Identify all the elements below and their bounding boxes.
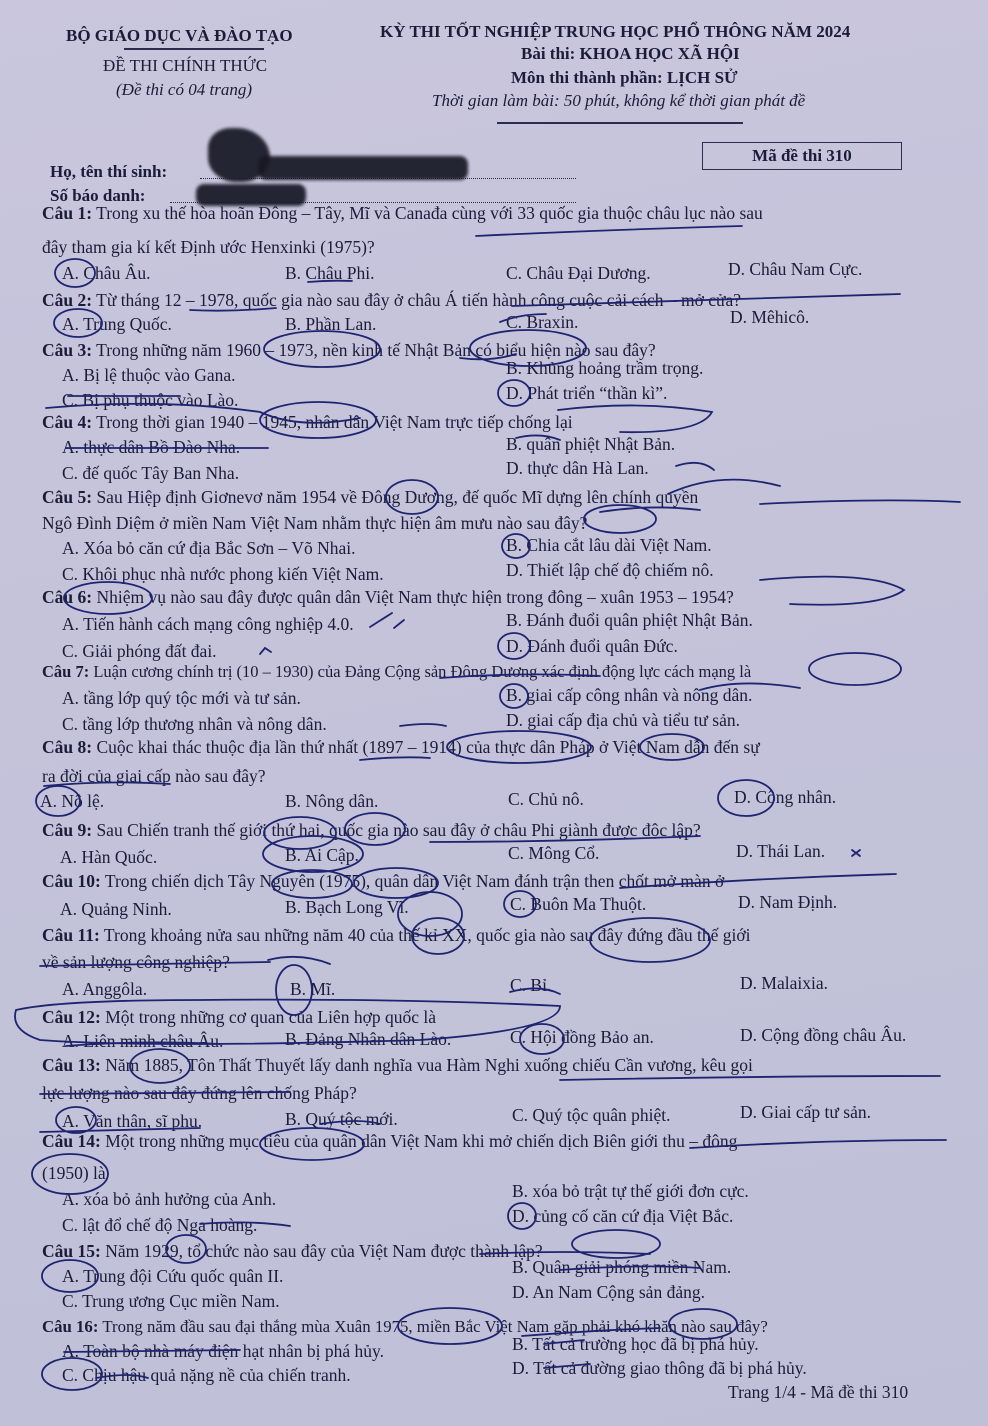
- pen-circle: [600, 507, 700, 512]
- ministry-underline: [124, 48, 264, 50]
- option-d: D. Nam Định.: [738, 892, 838, 912]
- option-b: B. Châu Phi.: [285, 263, 375, 283]
- option-a: A. thực dân Bồ Đào Nha.: [62, 437, 241, 457]
- question-text: Trong chiến dịch Tây Nguyên (1975), quân dân Việt Nam đánh trận then chốt mở màn ở: [104, 871, 725, 891]
- pen-mark: [676, 463, 714, 470]
- question-number: Câu 6:: [42, 587, 93, 607]
- question-text: Cuộc khai thác thuộc địa lần thứ nhất (1897 – 1914) của thực dân Pháp ở Việt Nam dẫn đến sự: [96, 737, 760, 757]
- question-11: [42, 924, 750, 946]
- question-text: Năm 1929, tổ chức nào sau đây của Việt Nam được thành lập?: [105, 1241, 543, 1261]
- pen-circle: [572, 1230, 660, 1258]
- option-b: B. Quân giải phóng miền Nam.: [512, 1257, 732, 1277]
- option-a: A. Tiến hành cách mạng công nghiệp 4.0.: [62, 614, 354, 634]
- option-d: D. Malaixia.: [740, 973, 828, 993]
- option-a: A. Trung Quốc.: [62, 314, 172, 334]
- option-a: A. Nô lệ.: [40, 791, 105, 811]
- option-d: D. Tất cả đường giao thông đã bị phá hủy.: [512, 1358, 807, 1378]
- question-text: Sau Chiến tranh thế giới thứ hai, quốc gia nào sau đây ở châu Phi giành được độc lập?: [96, 820, 701, 840]
- option-c: C. Chịu hậu quả nặng nề của chiến tranh.: [62, 1365, 351, 1385]
- option-a: A. tầng lớp quý tộc mới và tư sản.: [62, 688, 301, 708]
- option-d: D. Châu Nam Cực.: [728, 259, 863, 279]
- question-text: Từ tháng 12 – 1978, quốc gia nào sau đây ở châu Á tiến hành công cuộc cải cách – mở cửa?: [96, 290, 742, 310]
- question-number: Câu 14:: [42, 1131, 101, 1151]
- question-continuation: Ngô Đình Diệm ở miền Nam Việt Nam nhằm thực hiện âm mưu nào sau đây?: [42, 513, 588, 533]
- question-number: Câu 3:: [42, 340, 93, 360]
- option-b: B. Đánh đuổi quân phiệt Nhật Bản.: [506, 610, 753, 630]
- option-b: B. Tất cả trường học đã bị phá hủy.: [512, 1334, 759, 1354]
- time-note: Thời gian làm bài: 50 phút, không kể thời gian phát đề: [432, 91, 806, 110]
- question-text: Một trong những cơ quan của Liên hợp quốc là: [105, 1007, 436, 1027]
- question-10: [42, 870, 724, 892]
- option-b: B. Phần Lan.: [285, 314, 377, 334]
- pen-mark: [394, 620, 404, 628]
- option-c: C. Châu Đại Dương.: [506, 263, 651, 283]
- question-number: Câu 15:: [42, 1241, 101, 1261]
- option-d: D. củng cố căn cứ địa Việt Bắc.: [512, 1206, 734, 1226]
- option-a: A. Quảng Ninh.: [60, 899, 172, 919]
- option-c: C. Bỉ.: [510, 975, 552, 995]
- exam-title: KỲ THI TỐT NGHIỆP TRUNG HỌC PHỔ THÔNG NĂM 2024: [380, 22, 851, 41]
- question-text: Luận cương chính trị (10 – 1930) của Đảng Cộng sản Đông Dương xác định động lực cách mạng là: [93, 662, 752, 681]
- question-number: Câu 12:: [42, 1007, 101, 1027]
- ministry-name: BỘ GIÁO DỤC VÀ ĐÀO TẠO: [66, 26, 293, 45]
- option-c: C. Trung ương Cục miền Nam.: [62, 1291, 280, 1311]
- option-a: A. Trung đội Cứu quốc quân II.: [62, 1266, 284, 1286]
- question-14: [42, 1130, 737, 1152]
- candidate-id-label: Số báo danh:: [50, 186, 146, 205]
- option-a: A. xóa bỏ ảnh hưởng của Anh.: [62, 1189, 277, 1209]
- option-c: C. Chủ nô.: [508, 789, 584, 809]
- option-b: B. xóa bỏ trật tự thế giới đơn cực.: [512, 1181, 749, 1201]
- option-d: D. Giai cấp tư sản.: [740, 1102, 871, 1122]
- question-9: [42, 819, 701, 841]
- pen-mark: [852, 850, 860, 856]
- question-text: Trong những năm 1960 – 1973, nền kinh tế Nhật Bản có biểu hiện nào sau đây?: [96, 340, 656, 360]
- component-title: Môn thi thành phần: LỊCH SỬ: [511, 68, 738, 87]
- question-4: [42, 411, 573, 433]
- option-d: D. Mêhicô.: [730, 307, 810, 327]
- question-text: Trong năm đầu sau đại thắng mùa Xuân 1975, miền Bắc Việt Nam gặp phải khó khăn nào sau đây?: [102, 1317, 768, 1336]
- option-d: D. Công nhân.: [734, 787, 837, 807]
- question-number: Câu 2:: [42, 290, 93, 310]
- option-c: C. Braxin.: [506, 312, 579, 332]
- candidate-name-label: Họ, tên thí sinh:: [50, 162, 168, 181]
- question-text: Trong xu thế hòa hoãn Đông – Tây, Mĩ và Canađa cùng với 33 quốc gia thuộc châu lục nào sau: [96, 203, 763, 223]
- question-continuation: đây tham gia kí kết Định ước Henxinki (1975)?: [42, 237, 375, 257]
- question-text: Nhiệm vụ nào sau đây được quân dân Việt Nam thực hiện trong đông – xuân 1953 – 1954?: [96, 587, 734, 607]
- option-a: A. Toàn bộ nhà máy điện hạt nhân bị phá hủy.: [62, 1341, 384, 1361]
- pen-circle: [760, 577, 904, 605]
- header-underline: [497, 122, 743, 124]
- option-b: B. Đảng Nhân dân Lào.: [285, 1029, 452, 1049]
- question-1: [42, 202, 763, 224]
- question-text: Trong khoảng nửa sau những năm 40 của thế kỉ XX, quốc gia nào sau đây đứng đầu thế giới: [103, 925, 751, 945]
- option-d: D. Thái Lan.: [736, 841, 826, 861]
- option-c: C. Khôi phục nhà nước phong kiến Việt Nam.: [62, 564, 384, 584]
- question-number: Câu 11:: [42, 925, 100, 945]
- option-b: B. Chia cắt lâu dài Việt Nam.: [506, 535, 712, 555]
- question-number: Câu 10:: [42, 871, 101, 891]
- official-label: ĐỀ THI CHÍNH THỨC: [103, 56, 268, 75]
- question-12: [42, 1006, 436, 1028]
- question-text: Sau Hiệp định Giơnevơ năm 1954 về Đông Dương, đế quốc Mĩ dựng lên chính quyền: [96, 487, 699, 507]
- option-b: B. quân phiệt Nhật Bản.: [506, 434, 676, 454]
- option-b: B. giai cấp công nhân và nông dân.: [506, 685, 753, 705]
- question-number: Câu 9:: [42, 820, 93, 840]
- option-a: A. Xóa bỏ căn cứ địa Bắc Sơn – Võ Nhai.: [62, 538, 356, 558]
- question-text: Một trong những mục tiêu của quân dân Việt Nam khi mở chiến dịch Biên giới thu – đông: [105, 1131, 738, 1151]
- option-c: C. Quý tộc quân phiệt.: [512, 1105, 671, 1125]
- option-c: C. lật đổ chế độ Nga hoàng.: [62, 1215, 258, 1235]
- page-footer: Trang 1/4 - Mã đề thi 310: [728, 1382, 909, 1402]
- question-number: Câu 5:: [42, 487, 93, 507]
- option-d: D. Phát triển “thần kì”.: [506, 383, 668, 403]
- question-number: Câu 16:: [42, 1317, 99, 1336]
- question-13: [42, 1054, 753, 1076]
- pen-circle: [584, 505, 656, 533]
- pages-note: (Đề thi có 04 trang): [116, 80, 252, 99]
- question-text: Trong thời gian 1940 – 1945, nhân dân Việt Nam trực tiếp chống lại: [96, 412, 573, 432]
- option-d: D. An Nam Cộng sản đảng.: [512, 1282, 705, 1302]
- option-a: A. Văn thân, sĩ phu.: [62, 1111, 203, 1131]
- option-c: C. đế quốc Tây Ban Nha.: [62, 463, 240, 483]
- pen-mark: [260, 648, 271, 654]
- question-number: Câu 1:: [42, 203, 93, 223]
- option-b: B. Khủng hoảng trầm trọng.: [506, 358, 704, 378]
- pen-mark: [400, 724, 446, 726]
- question-8: [42, 736, 760, 758]
- pen-underline: [760, 500, 960, 504]
- option-b: B. Ai Cập.: [285, 845, 359, 865]
- option-b: B. Mĩ.: [290, 979, 336, 999]
- option-c: C. Mông Cổ.: [508, 843, 600, 863]
- pen-mark: [370, 613, 392, 627]
- question-number: Câu 7:: [42, 662, 90, 681]
- question-continuation: lực lượng nào sau đây đứng lên chống Pháp?: [42, 1083, 357, 1103]
- pen-underline: [560, 1076, 940, 1080]
- question-7: [42, 661, 751, 683]
- question-number: Câu 13:: [42, 1055, 101, 1075]
- option-d: D. Cộng đồng châu Âu.: [740, 1025, 907, 1045]
- option-d: D. giai cấp địa chủ và tiểu tư sản.: [506, 710, 740, 730]
- option-b: B. Bạch Long Vĩ.: [285, 897, 409, 917]
- option-a: A. Hàn Quốc.: [60, 847, 158, 867]
- pen-underline: [476, 226, 742, 236]
- question-continuation: về sản lượng công nghiệp?: [42, 952, 230, 972]
- option-a: A. Châu Âu.: [62, 263, 151, 283]
- question-number: Câu 8:: [42, 737, 93, 757]
- question-continuation: ra đời của giai cấp nào sau đây?: [42, 766, 266, 786]
- option-c: C. Giải phóng đất đai.: [62, 641, 217, 661]
- exam-code-box: Mã đề thi 310: [702, 142, 902, 170]
- question-2: [42, 289, 741, 311]
- option-d: D. Đánh đuổi quân Đức.: [506, 636, 678, 656]
- option-a: A. Anggôla.: [62, 979, 148, 999]
- option-b: B. Nông dân.: [285, 791, 379, 811]
- option-d: D. Thiết lập chế độ chiếm nô.: [506, 560, 714, 580]
- question-5: [42, 486, 698, 508]
- option-a: A. Liên minh châu Âu.: [62, 1031, 224, 1051]
- pen-circle: [809, 653, 901, 685]
- question-6: [42, 586, 734, 608]
- question-15: [42, 1240, 543, 1262]
- pen-circle: [558, 405, 712, 432]
- redaction-mark: [258, 156, 468, 180]
- pen-mark: [268, 957, 330, 964]
- option-b: B. Quý tộc mới.: [285, 1109, 398, 1129]
- subject-title: Bài thi: KHOA HỌC XÃ HỘI: [521, 44, 740, 63]
- question-continuation: (1950) là: [42, 1163, 106, 1183]
- question-text: Năm 1885, Tôn Thất Thuyết lấy danh nghĩa vua Hàm Nghi xuống chiếu Cần vương, kêu gọi: [105, 1055, 753, 1075]
- question-number: Câu 4:: [42, 412, 93, 432]
- option-c: C. Buôn Ma Thuột.: [510, 894, 647, 914]
- option-c: C. tầng lớp thương nhân và nông dân.: [62, 714, 327, 734]
- option-d: D. thực dân Hà Lan.: [506, 458, 649, 478]
- option-c: C. Bị phụ thuộc vào Lào.: [62, 390, 239, 410]
- option-a: A. Bị lệ thuộc vào Gana.: [62, 365, 236, 385]
- option-c: C. Hội đồng Bảo an.: [510, 1027, 654, 1047]
